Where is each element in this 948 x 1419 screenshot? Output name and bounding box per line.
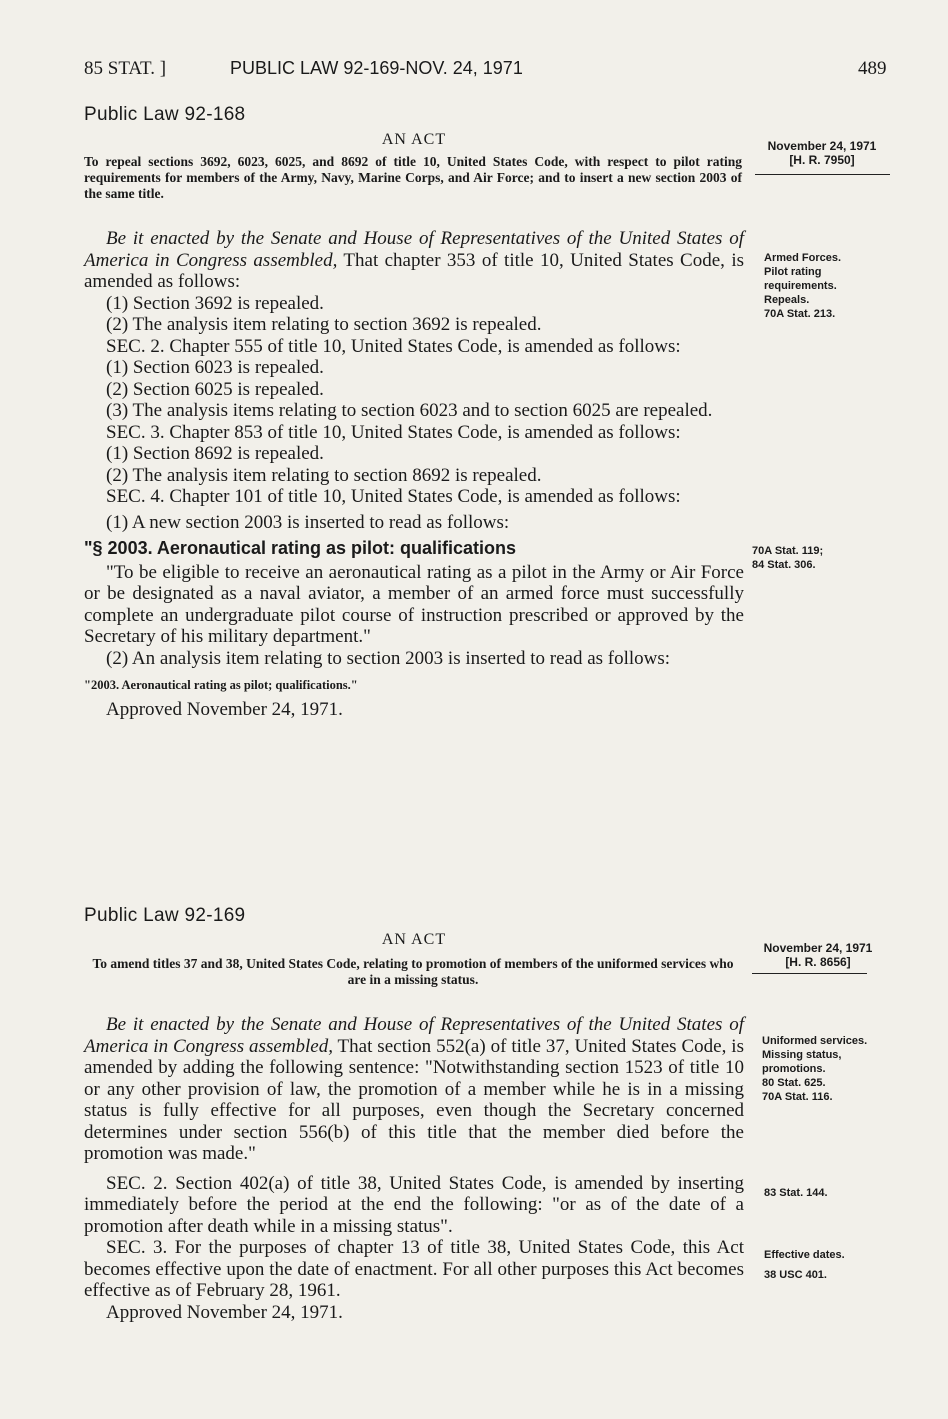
divider-rule — [755, 174, 890, 175]
paragraph: (2) The analysis item relating to section 3692 is repealed. — [106, 314, 542, 335]
section-2: SEC. 2. Chapter 555 of title 10, United States Code, is amended as follows: — [106, 335, 681, 357]
volume-label: 85 STAT. ] — [84, 58, 167, 79]
enactment-date: November 24, 1971 — [763, 941, 873, 955]
act-label: AN ACT — [381, 131, 447, 148]
law-body — [84, 1014, 744, 1323]
quoted-section: "To be eligible to receive an aeronautical rating as a pilot in the Army or Air Force or be designated as a naval aviator, a member of an armed force must successfully complete an undergraduate pilot course of instruction prescribed or approved by the Secretary of his military department." — [84, 561, 744, 647]
page-number: 489 — [858, 58, 887, 79]
enacting-italic: Be it enacted by the Senate and House of Representatives of the United States of America in Congress assembled, — [84, 228, 744, 271]
act-label: AN ACT — [381, 931, 447, 948]
section-4: SEC. 4. Chapter 101 of title 10, United States Code, is amended as follows: — [106, 486, 681, 507]
enacting-rest: That chapter 353 of title 10, United States Code, is amended as follows: — [84, 249, 744, 292]
paragraph: (1) Section 6023 is repealed. — [106, 357, 324, 378]
act-purpose: To repeal sections 3692, 6023, 6025, and 8692 of title 10, United States Code, with respect to pilot rating requirements for members of the Army, Navy, Marine Corps, and Air Force; and to insert a new section 2003 of the same title. — [84, 154, 742, 201]
section-2: SEC. 2. Section 402(a) of title 38, United States Code, is amended by inserting immediately before the period at the end the following: "or as of the date of a promotion after death while in a missing status". — [84, 1172, 744, 1237]
section-3: SEC. 3. Chapter 853 of title 10, United States Code, is amended as follows: — [106, 421, 681, 443]
law-title: Public Law 92-168 — [84, 104, 246, 125]
enacting-rest: That section 552(a) of title 37, United States Code, is amended by adding the following sentence: "Notwithstanding section 1523 of title 10 or any other provision of law, the promotion of a member while he is in a missing status is fully effective for all purposes, even though the Secretary concerned determines under section 556(b) of this title that the member died before the promotion was made." — [84, 1035, 744, 1164]
margin-note: 83 Stat. 144. — [764, 1187, 828, 1199]
bill-number: [H. R. 8656] — [785, 955, 851, 969]
act-purpose: To amend titles 37 and 38, United States Code, relating to promotion of members of the uniformed services who are in a missing status. — [92, 956, 734, 987]
divider-rule — [752, 973, 867, 974]
section-heading: "§ 2003. Aeronautical rating as pilot: qualifications — [84, 538, 516, 558]
enacting-clause — [84, 1014, 744, 1165]
enacting-italic: Be it enacted by the Senate and House of Representatives of the United States of America in Congress assembled, — [84, 1014, 744, 1057]
enactment-date: November 24, 1971 — [767, 139, 877, 153]
analysis-item: "2003. Aeronautical rating as pilot; qualifications." — [84, 678, 358, 692]
margin-note: Uniformed services. Missing status, promotions. 80 Stat. 625. 70A Stat. 116. — [762, 1035, 868, 1103]
paragraph: (1) Section 8692 is repealed. — [106, 443, 324, 464]
paragraph: (3) The analysis items relating to section 6023 and to section 6025 are repealed. — [106, 400, 713, 421]
section-3: SEC. 3. For the purposes of chapter 13 of title 38, United States Code, this Act becomes effective upon the date of enactment. For all other purposes this Act becomes effective as of February 28, 1961. — [84, 1237, 744, 1301]
margin-note: Armed Forces. Pilot rating requirements. Repeals. 70A Stat. 213. — [764, 252, 842, 320]
margin-note: 70A Stat. 119; 84 Stat. 306. — [752, 545, 824, 571]
approval-line: Approved November 24, 1971. — [106, 698, 343, 720]
law-body — [84, 228, 744, 720]
bill-number: [H. R. 7950] — [789, 153, 855, 167]
paragraph: (2) The analysis item relating to section 8692 is repealed. — [106, 464, 542, 486]
paragraph: (2) Section 6025 is repealed. — [106, 378, 324, 400]
approval-line: Approved November 24, 1971. — [106, 1301, 343, 1323]
law-title: Public Law 92-169 — [84, 905, 246, 926]
paragraph: (1) Section 3692 is repealed. — [106, 292, 324, 314]
page-running-title: PUBLIC LAW 92-169-NOV. 24, 1971 — [230, 58, 523, 78]
margin-note: Effective dates. 38 USC 401. — [764, 1249, 845, 1281]
paragraph: (1) A new section 2003 is inserted to read as follows: — [106, 511, 510, 533]
paragraph: (2) An analysis item relating to section 2003 is inserted to read as follows: — [106, 647, 671, 669]
enacting-clause — [84, 228, 744, 293]
